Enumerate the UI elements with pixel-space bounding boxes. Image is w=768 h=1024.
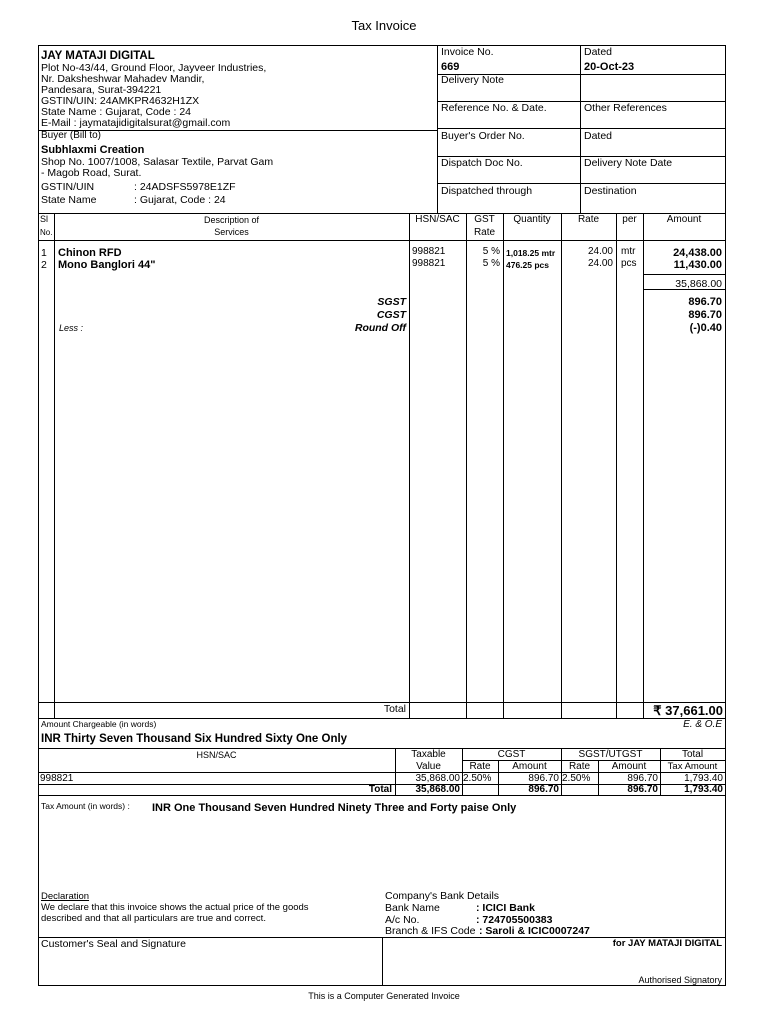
eoe-label: E. & O.E bbox=[683, 719, 722, 730]
invoice-no-value: 669 bbox=[441, 61, 460, 73]
tax-amount-in-words: INR One Thousand Seven Hundred Ninety Three and Forty paise Only bbox=[152, 802, 517, 814]
buyer-label: Buyer (Bill to) bbox=[41, 130, 102, 141]
seller-address: Plot No-43/44, Ground Floor, Jayveer Industries, Nr. Daksheshwar Mahadev Mandir, Pandesara, Surat-394221 GSTIN/UIN: 24AMKPR4632H1ZX State Name : Gujarat, Code : 24 E-Mail : jaymatajidigitalsurat@gmail.com bbox=[41, 62, 267, 129]
round-off-value: (-)0.40 bbox=[689, 322, 722, 334]
bank-name-value: : ICICI Bank bbox=[476, 902, 535, 914]
less-label: Less : bbox=[59, 323, 84, 333]
buyer-address: Shop No. 1007/1008, Salasar Textile, Parvat Gam - Magob Road, Surat. bbox=[41, 156, 274, 179]
delivery-note-date-label: Delivery Note Date bbox=[584, 157, 673, 169]
amount-in-words: INR Thirty Seven Thousand Six Hundred Sixty One Only bbox=[41, 733, 348, 745]
seller-name: JAY MATAJI DIGITAL bbox=[41, 50, 155, 62]
cgst-label: CGST bbox=[376, 309, 406, 321]
sgst-value: 896.70 bbox=[688, 296, 722, 308]
delivery-note-label: Delivery Note bbox=[441, 74, 505, 86]
other-references-label: Other References bbox=[584, 102, 667, 114]
declaration-text: We declare that this invoice shows the actual price of the goods described and that all particulars are true and correct. bbox=[41, 902, 309, 924]
amount-words-label: Amount Chargeable (in words) bbox=[41, 719, 157, 729]
account-no-label: A/c No. bbox=[385, 914, 420, 926]
buyer-name: Subhlaxmi Creation bbox=[41, 144, 145, 156]
reference-label: Reference No. & Date. bbox=[441, 102, 547, 114]
for-company-label: for JAY MATAJI DIGITAL bbox=[612, 938, 722, 949]
branch-ifsc-label: Branch & IFS Code bbox=[385, 925, 476, 937]
dispatch-doc-label: Dispatch Doc No. bbox=[441, 157, 523, 169]
grand-total: ₹ 37,661.00 bbox=[653, 703, 723, 718]
destination-label: Destination bbox=[584, 185, 637, 197]
bank-details-title: Company's Bank Details bbox=[385, 890, 500, 902]
buyer-state-label: State Name bbox=[41, 194, 97, 206]
buyer-state-value: : Gujarat, Code : 24 bbox=[134, 194, 226, 206]
declaration-title: Declaration bbox=[41, 891, 90, 902]
order-dated-label: Dated bbox=[584, 130, 613, 142]
dispatched-through-label: Dispatched through bbox=[441, 185, 533, 197]
buyer-gstin-label: GSTIN/UIN bbox=[41, 181, 95, 193]
buyer-gstin-value: : 24ADSFS5978E1ZF bbox=[134, 181, 236, 193]
account-no-value: : 724705500383 bbox=[476, 914, 553, 926]
bank-name-label: Bank Name bbox=[385, 902, 440, 914]
sgst-label: SGST bbox=[377, 296, 406, 308]
authorised-signatory-label: Authorised Signatory bbox=[638, 975, 722, 985]
buyers-order-label: Buyer's Order No. bbox=[441, 130, 525, 142]
total-label: Total bbox=[383, 703, 406, 715]
computer-generated-note: This is a Computer Generated Invoice bbox=[308, 991, 460, 1001]
cgst-value: 896.70 bbox=[688, 309, 722, 321]
round-off-label: Round Off bbox=[354, 322, 406, 334]
invoice-title: Tax Invoice bbox=[351, 18, 417, 33]
branch-ifsc-value: : Saroli & ICIC0007247 bbox=[479, 925, 590, 937]
dated-value: 20-Oct-23 bbox=[584, 61, 635, 73]
subtotal-value: 35,868.00 bbox=[675, 278, 722, 290]
customer-seal-label: Customer's Seal and Signature bbox=[41, 938, 187, 950]
tax-words-label: Tax Amount (in words) : bbox=[41, 801, 130, 811]
invoice-no-label: Invoice No. bbox=[441, 46, 494, 58]
dated-label: Dated bbox=[584, 46, 613, 58]
